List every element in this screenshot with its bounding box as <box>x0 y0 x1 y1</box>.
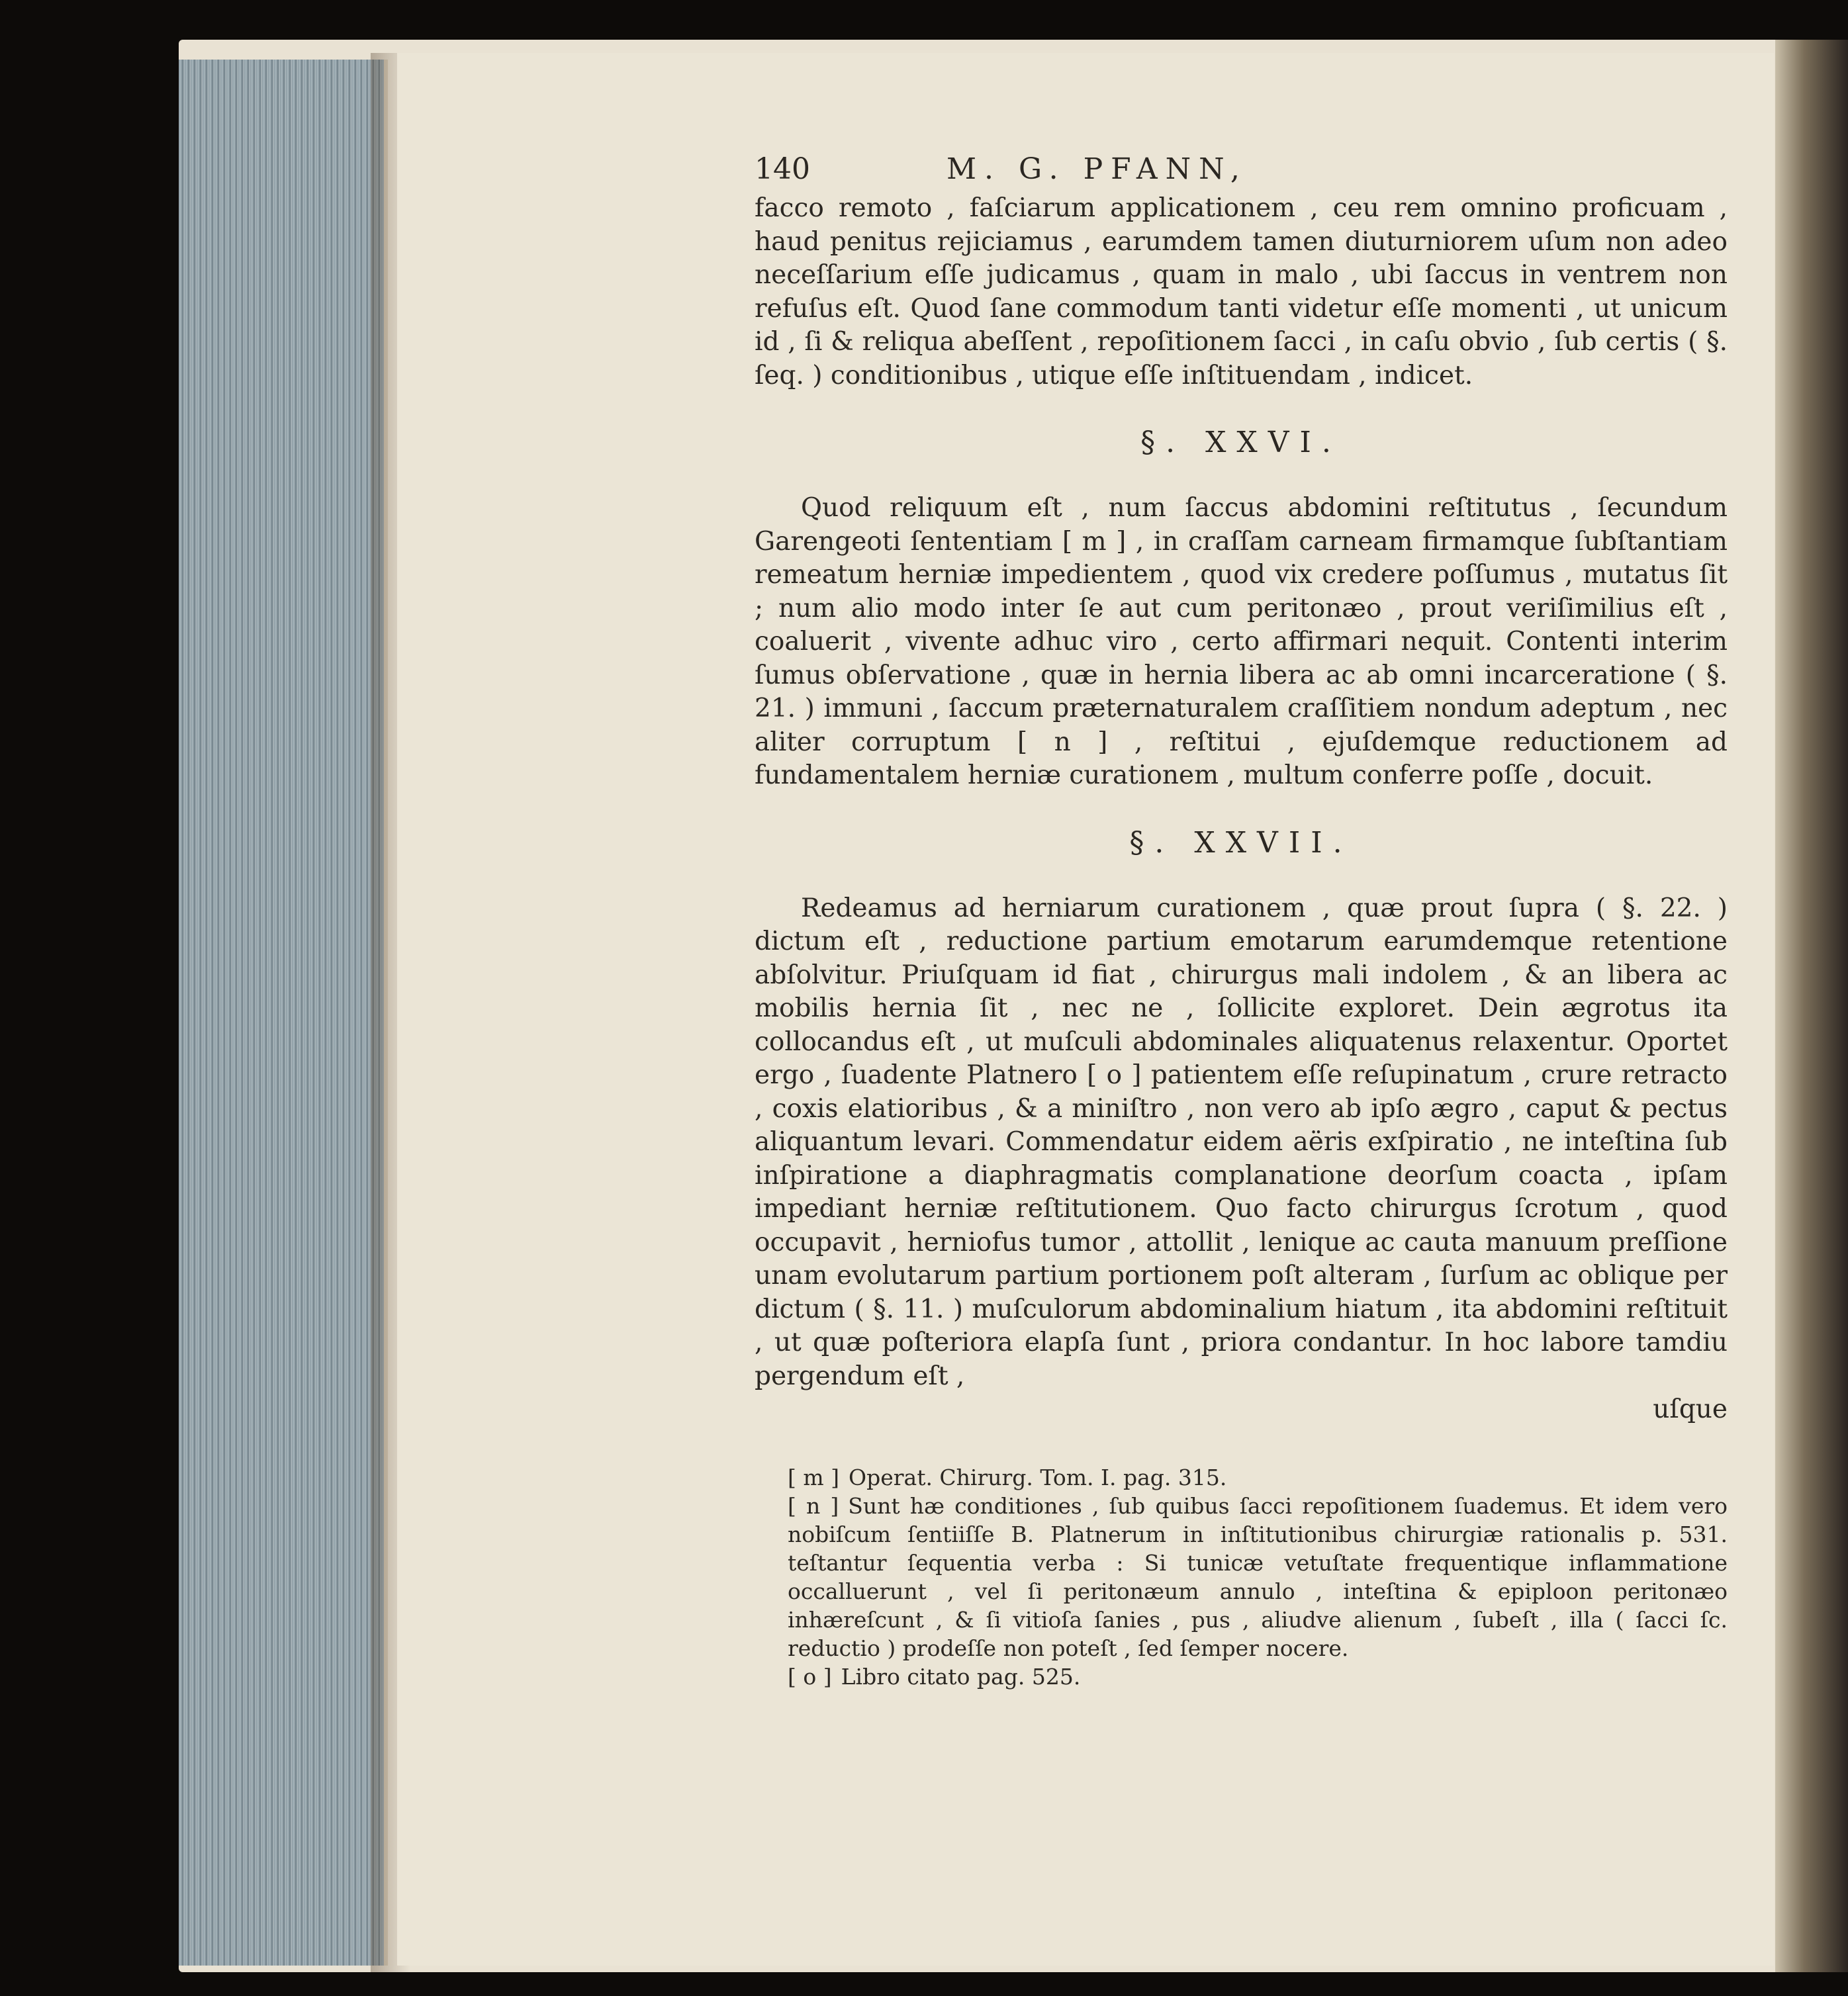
book-gutter <box>1775 40 1848 1972</box>
section-heading-xxvii: §. XXVII. <box>1129 825 1353 860</box>
page-content <box>755 152 1728 1691</box>
paragraph-2: Quod reliquum eſt , num ſaccus abdomini reſtitutus , ſecundum Garengeoti ſententiam [ m ] , in craſſam carneam firmamque ſubſtantiam remeatum herniæ impedientem , quod vix credere poſſumus , mutatus ſit ; num alio modo inter ſe aut cum peritonæo , prout veriſimilius eſt , coaluerit , vivente adhuc viro , certo affirmari nequit. Contenti interim ſumus obſervatione , quæ in hernia libera ac ab omni incarceratione ( §. 21. ) immuni , ſaccum præternaturalem craſſitiem nondum adeptum , nec aliter corruptum [ n ] , reſtitui , ejuſdemque reductionem ad fundamentalem herniæ curationem , multum conferre poſſe , docuit. <box>755 493 1728 790</box>
page-fore-edge <box>179 60 388 1966</box>
paragraph-1: facco remoto , faſciarum applicationem , ceu rem omnino proficuam , haud penitus rejiciamus , earumdem tamen diuturniorem uſum non adeo neceſſarium eſſe judicamus , quam in malo , ubi ſaccus in ventrem non refuſus eſt. Quod ſane commodum tanti videtur eſſe momenti , ut unicum id , ſi & reliqua abeſſent , repoſitionem ſacci , in caſu obvio , ſub certis ( §. ſeq. ) conditionibus , utique eſſe inſtituendam , indicet. <box>755 193 1728 390</box>
catchword: uſque <box>1653 1394 1728 1424</box>
paragraph-3: Redeamus ad herniarum curationem , quæ prout ſupra ( §. 22. ) dictum eſt , reductione partium emotarum earumdemque retentione abſolvitur. Priuſquam id fiat , chirurgus mali indolem , & an libera ac mobilis hernia ſit , nec ne , ſollicite exploret. Dein ægrotus ita collocandus eſt , ut muſculi abdominales aliquatenus relaxentur. Oportet ergo , ſuadente Platnero [ o ] patientem eſſe reſupinatum , crure retracto , coxis elatioribus , & a miniſtro , non vero ab ipſo ægro , caput & pectus aliquantum levari. Commendatur eidem aëris exſpiratio , ne inteſtina ſub inſpiratione a diaphragmatis complanatione deorſum coacta , ipſam impediant herniæ reſtitutionem. Quo facto chirurgus ſcrotum , quod occupavit , herniofus tumor , attollit , lenique ac cauta manuum preſſione unam evolutarum partium portionem poſt alteram , ſurſum ac oblique per dictum ( §. 11. ) muſculorum abdominalium hiatum , ita abdomini reſtituit , ut quæ poſteriora elapſa ſunt , priora condantur. In hoc labore tamdiu pergendum eſt , <box>755 893 1728 1391</box>
footnotes <box>755 1463 1728 1691</box>
running-head-title: M. G. PFANN, <box>947 152 1248 186</box>
footnote-o <box>755 1662 1728 1691</box>
footnote-o-text: Libro citato pag. 525. <box>841 1663 1081 1690</box>
footnote-o-mark: [ o ] <box>788 1663 832 1690</box>
footnote-n <box>755 1492 1728 1662</box>
footnote-m-text: Operat. Chirurg. Tom. I. pag. 315. <box>849 1464 1227 1490</box>
footnote-m-mark: [ m ] <box>788 1464 840 1490</box>
footnote-n-mark: [ n ] <box>788 1492 839 1519</box>
catchword-row <box>755 1393 1728 1427</box>
footnote-n-text: Sunt hæ conditiones , ſub quibus ſacci repoſitionem ſuademus. Et idem vero nobiſcum ſentiiſſe B. Platnerum in inſtitutionibus chirurgiæ rationalis p. 531. teſtantur ſequentia verba : Si tunicæ vetuſtate frequentique inflammatione occalluerunt , vel ſi peritonæum annulo , inteſtina & epiploon peritonæo inhæreſcunt , & ſi vitioſa ſanies , pus , aliudve alienum , ſubeſt , illa ( ſacci ſc. reductio ) prodeſſe non poteſt , ſed ſemper nocere. <box>788 1492 1728 1661</box>
running-head <box>755 152 1728 192</box>
section-heading-xxvi: §. XXVI. <box>1140 426 1342 459</box>
footnote-m <box>755 1463 1728 1492</box>
body-text <box>755 192 1728 1427</box>
page-number: 140 <box>755 152 810 186</box>
